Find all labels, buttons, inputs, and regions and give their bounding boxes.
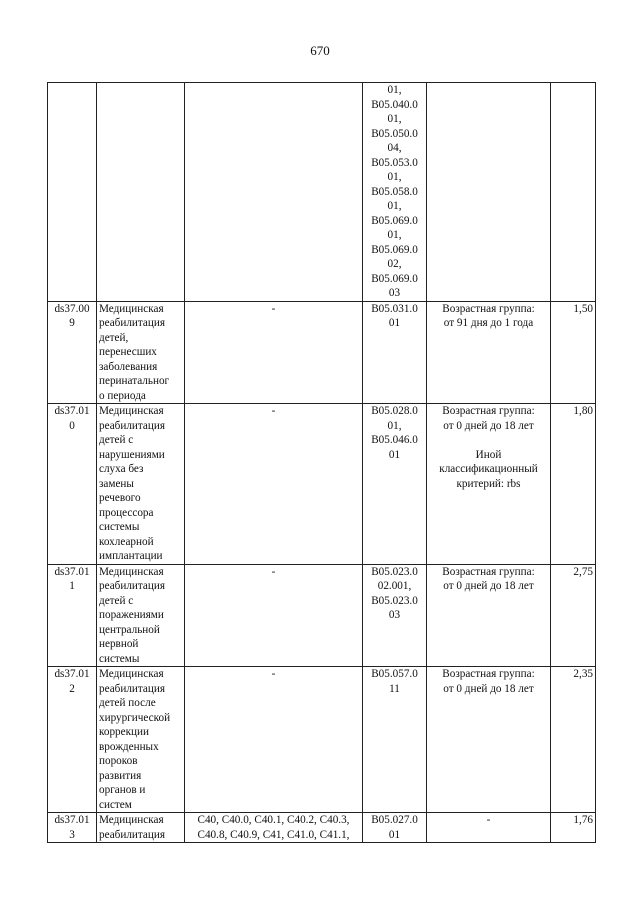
coefficient-cell: 1,80	[551, 404, 596, 565]
diagnosis-cell: C40, C40.0, C40.1, C40.2, C40.3, C40.8, C40.9, C41, C41.0, C41.1,	[185, 813, 363, 843]
name-cell: Медицинская реабилитация детей после хирургической коррекции врожденных пороков развития органов и систем	[97, 667, 185, 813]
services-cell: 01, B05.040.0 01, B05.050.0 04, B05.053.0 01, B05.058.0 01, B05.069.0 01, B05.069.0 02, B05.069.0 03	[363, 83, 427, 302]
code-cell: ds37.00 9	[48, 301, 97, 404]
name-cell: Медицинская реабилитация детей с поражениями центральной нервной системы	[97, 564, 185, 667]
table-row	[48, 83, 596, 302]
criteria-cell	[427, 83, 551, 302]
diagnosis-cell: -	[185, 301, 363, 404]
table-row	[48, 813, 596, 843]
services-cell: B05.027.0 01	[363, 813, 427, 843]
diagnosis-cell: -	[185, 667, 363, 813]
code-cell: ds37.01 3	[48, 813, 97, 843]
table-row	[48, 404, 596, 565]
coefficient-cell: 1,50	[551, 301, 596, 404]
coefficient-cell: 2,35	[551, 667, 596, 813]
services-cell: B05.028.0 01, B05.046.0 01	[363, 404, 427, 565]
tariff-table	[47, 82, 596, 843]
criteria-cell: Возрастная группа: от 0 дней до 18 лет	[427, 564, 551, 667]
name-cell	[97, 83, 185, 302]
code-cell: ds37.01 2	[48, 667, 97, 813]
criteria-cell: Возрастная группа: от 0 дней до 18 лет	[427, 667, 551, 813]
table-row	[48, 564, 596, 667]
diagnosis-cell	[185, 83, 363, 302]
name-cell: Медицинская реабилитация детей с нарушениями слуха без замены речевого процессора системы кохлеарной имплантации	[97, 404, 185, 565]
name-cell: Медицинская реабилитация	[97, 813, 185, 843]
criteria-cell: Возрастная группа: от 0 дней до 18 лет Иной классификационный критерий: rbs	[427, 404, 551, 565]
criteria-cell: Возрастная группа: от 91 дня до 1 года	[427, 301, 551, 404]
coefficient-cell: 2,75	[551, 564, 596, 667]
criteria-cell: -	[427, 813, 551, 843]
services-cell: B05.031.0 01	[363, 301, 427, 404]
code-cell: ds37.01 1	[48, 564, 97, 667]
diagnosis-cell: -	[185, 404, 363, 565]
services-cell: B05.057.0 11	[363, 667, 427, 813]
page-number: 670	[310, 43, 330, 58]
coefficient-cell	[551, 83, 596, 302]
name-cell: Медицинская реабилитация детей, перенесших заболевания перинатальног о периода	[97, 301, 185, 404]
table-row	[48, 301, 596, 404]
code-cell: ds37.01 0	[48, 404, 97, 565]
services-cell: B05.023.0 02.001, B05.023.0 03	[363, 564, 427, 667]
table-row	[48, 667, 596, 813]
code-cell	[48, 83, 97, 302]
diagnosis-cell: -	[185, 564, 363, 667]
coefficient-cell: 1,76	[551, 813, 596, 843]
